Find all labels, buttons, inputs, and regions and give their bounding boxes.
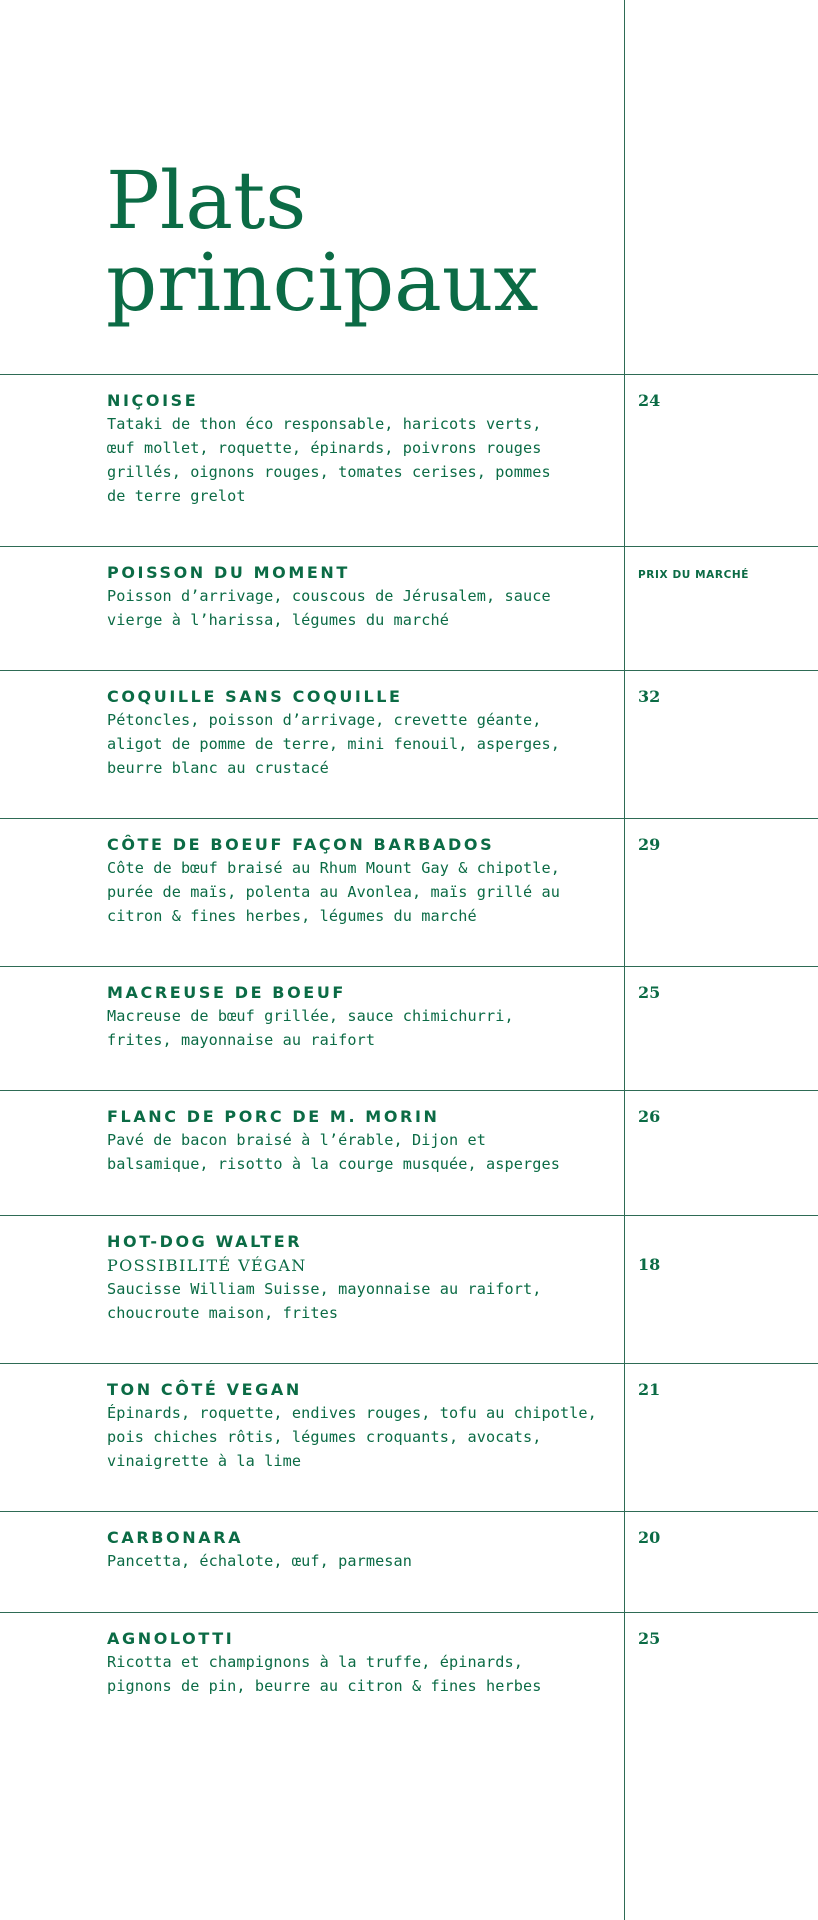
menu-item-cote-de-boeuf	[0, 818, 818, 966]
dish-price: 32	[638, 687, 661, 706]
dish-description: Ricotta et champignons à la truffe, épinards, pignons de pin, beurre au citron & fines herbes	[107, 1653, 542, 1695]
dish-price: 20	[638, 1528, 661, 1547]
dish-name: NIÇOISE	[107, 391, 199, 410]
row-divider	[0, 1511, 818, 1512]
page-title-line-2: principaux	[106, 236, 539, 329]
dish-name: TON CÔTÉ VEGAN	[107, 1380, 302, 1399]
menu-item-agnolotti	[0, 1612, 818, 1732]
row-divider	[0, 1612, 818, 1613]
dish-price: 18	[638, 1255, 661, 1274]
dish-description: Saucisse William Suisse, mayonnaise au raifort, choucroute maison, frites	[107, 1280, 542, 1322]
dish-name: FLANC DE PORC DE M. MORIN	[107, 1107, 440, 1126]
dish-description: Poisson d’arrivage, couscous de Jérusalem, sauce vierge à l’harissa, légumes du marché	[107, 587, 551, 629]
menu-item-carbonara	[0, 1511, 818, 1612]
dish-price: PRIX DU MARCHÉ	[638, 569, 750, 581]
dish-name: HOT-DOG WALTER	[107, 1232, 303, 1251]
row-divider	[0, 818, 818, 819]
row-divider	[0, 966, 818, 967]
dish-description: Côte de bœuf braisé au Rhum Mount Gay & chipotle, purée de maïs, polenta au Avonlea, maïs grillé au citron & fines herbes, légumes du marché	[107, 859, 560, 925]
menu-item-nicoise	[0, 374, 818, 546]
menu-item-flanc-de-porc	[0, 1090, 818, 1215]
dish-price: 21	[638, 1380, 661, 1399]
row-divider	[0, 1090, 818, 1091]
row-divider	[0, 1363, 818, 1364]
dish-price: 25	[638, 1629, 661, 1648]
dish-description: Pancetta, échalote, œuf, parmesan	[107, 1552, 413, 1570]
dish-price: 29	[638, 835, 661, 854]
menu-item-macreuse-de-boeuf	[0, 966, 818, 1090]
menu-item-coquille-sans-coquille	[0, 670, 818, 818]
dish-description: Macreuse de bœuf grillée, sauce chimichurri, frites, mayonnaise au raifort	[107, 1007, 514, 1049]
dish-name: AGNOLOTTI	[107, 1629, 235, 1648]
dish-description: Épinards, roquette, endives rouges, tofu au chipotle, pois chiches rôtis, légumes croquants, avocats, vinaigrette à la lime	[107, 1404, 597, 1470]
page-title	[106, 154, 539, 329]
dish-description: Pétoncles, poisson d’arrivage, crevette géante, aligot de pomme de terre, mini fenouil, asperges, beurre blanc au crustacé	[107, 711, 560, 777]
dish-name: MACREUSE DE BOEUF	[107, 983, 346, 1002]
dish-price: 25	[638, 983, 661, 1002]
row-divider	[0, 546, 818, 547]
dish-description: Tataki de thon éco responsable, haricots verts, œuf mollet, roquette, épinards, poivrons rouges grillés, oignons rouges, tomates cerises, pommes de terre grelot	[107, 415, 551, 505]
dish-name: POISSON DU MOMENT	[107, 563, 350, 582]
page-title-line-1: Plats	[106, 154, 307, 247]
dish-description: Pavé de bacon braisé à l’érable, Dijon et balsamique, risotto à la courge musquée, asperges	[107, 1131, 560, 1173]
dish-subtitle: POSSIBILITÉ VÉGAN	[107, 1256, 307, 1275]
row-divider	[0, 1215, 818, 1216]
menu-item-poisson-du-moment	[0, 546, 818, 670]
dish-price: 24	[638, 391, 661, 410]
menu-item-ton-cote-vegan	[0, 1363, 818, 1511]
row-divider	[0, 670, 818, 671]
dish-price: 26	[638, 1107, 661, 1126]
dish-name: COQUILLE SANS COQUILLE	[107, 687, 403, 706]
dish-name: CÔTE DE BOEUF FAÇON BARBADOS	[107, 835, 495, 854]
menu-item-hot-dog-walter	[0, 1215, 818, 1363]
row-divider	[0, 374, 818, 375]
dish-name: CARBONARA	[107, 1528, 244, 1547]
